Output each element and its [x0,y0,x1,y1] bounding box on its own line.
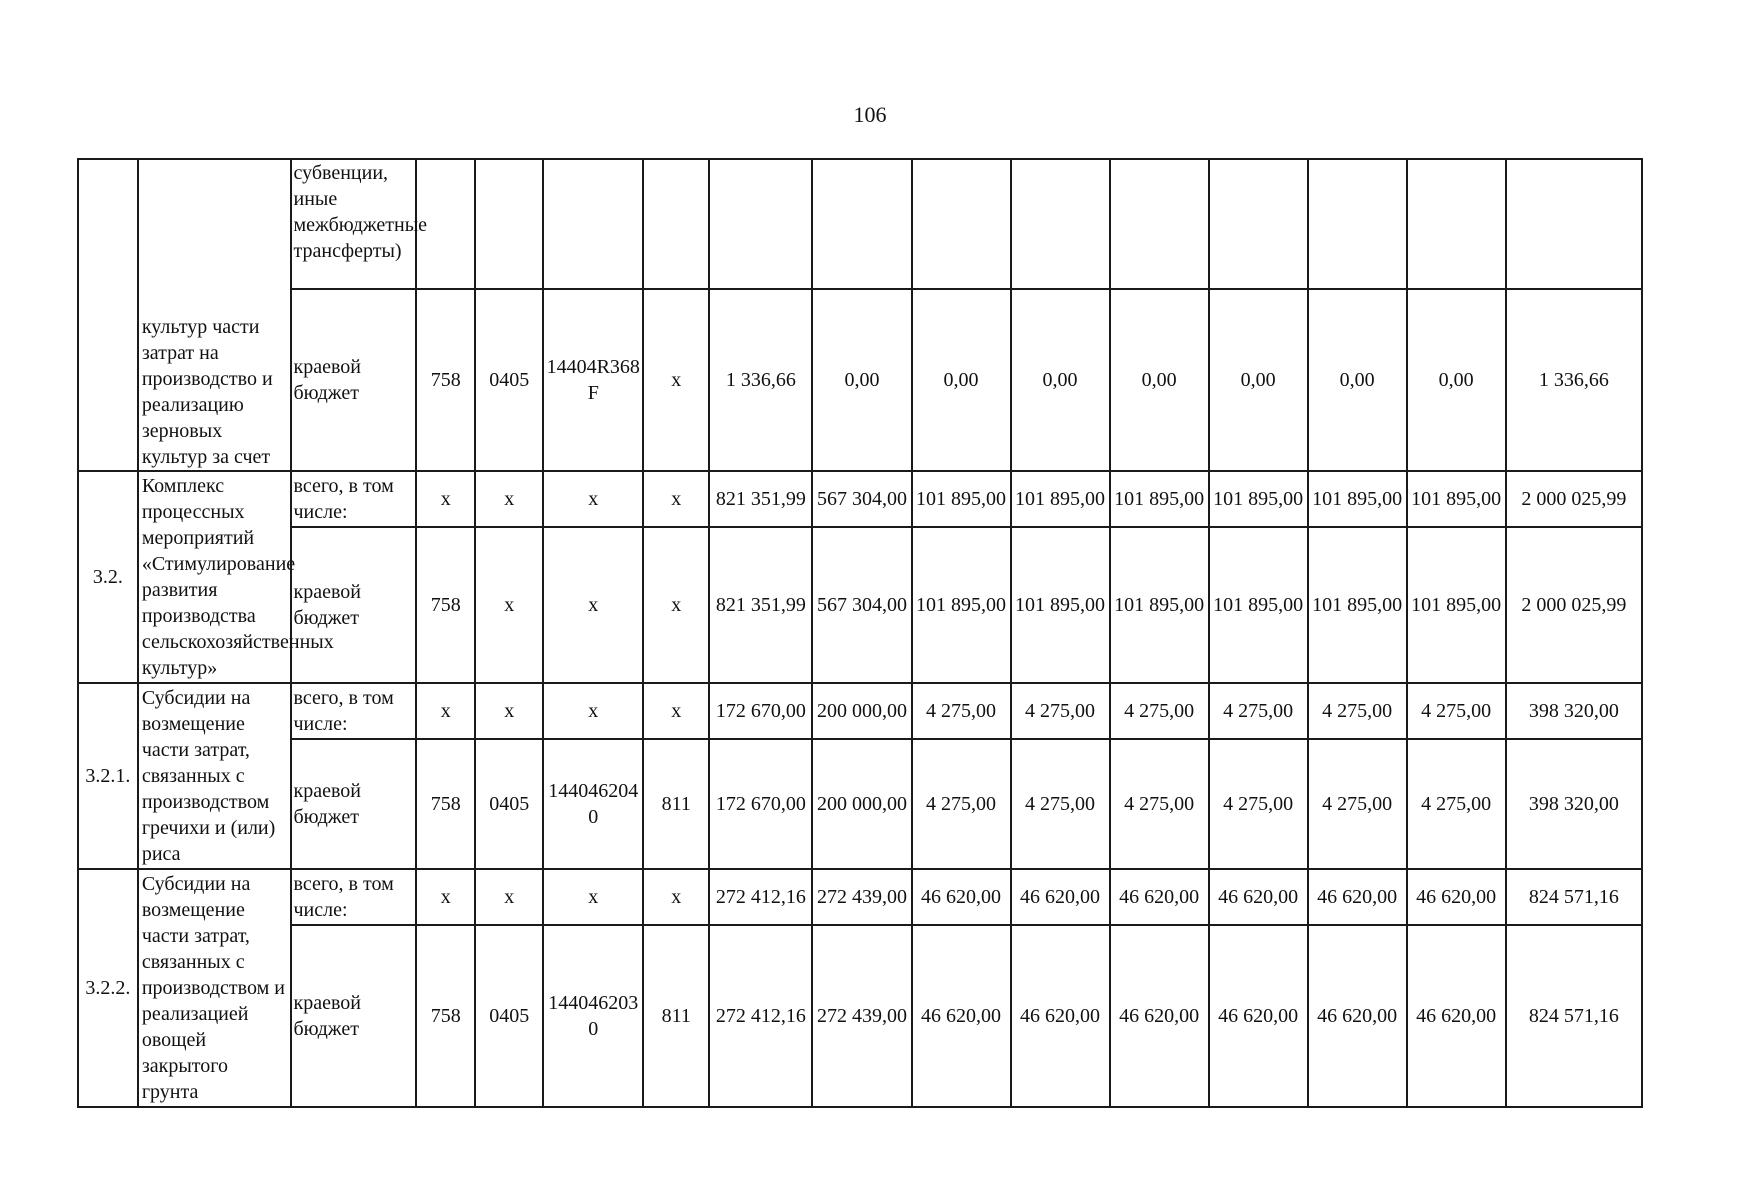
csr-cell: 1440462040 [543,739,643,869]
row-name-cell: Комплекс процессных мероприятий «Стимулирование развития производства сельскохозяйственных культур» [138,471,291,683]
rzpr-cell: 0405 [475,289,543,471]
empty-cell [912,159,1011,289]
csr-cell: x [543,471,643,527]
table-row [78,925,1642,1107]
table-row [78,869,1642,925]
value-cell: 46 620,00 [1110,869,1209,925]
value-cell: 46 620,00 [1308,869,1407,925]
csr-cell: 1440462030 [543,925,643,1107]
table-row [78,471,1642,527]
empty-cell [1110,159,1209,289]
value-cell: 101 895,00 [1209,471,1308,527]
value-cell: 46 620,00 [1209,925,1308,1107]
row-number-cell [78,159,138,471]
funding-source-cell: краевой бюджет [291,925,417,1107]
value-cell: 46 620,00 [1308,925,1407,1107]
empty-cell [1209,159,1308,289]
vr-cell: x [643,527,709,683]
value-cell: 4 275,00 [1011,739,1110,869]
empty-cell [643,159,709,289]
grbs-cell: 758 [416,289,475,471]
value-cell: 4 275,00 [1110,683,1209,739]
empty-cell [543,159,643,289]
value-cell: 101 895,00 [1110,527,1209,683]
empty-cell [812,159,911,289]
csr-cell: x [543,527,643,683]
value-cell: 4 275,00 [1308,683,1407,739]
value-cell: 46 620,00 [912,869,1011,925]
funding-source-cell: всего, в том числе: [291,869,417,925]
value-cell: 0,00 [1407,289,1506,471]
table-row [78,683,1642,739]
value-cell: 4 275,00 [1308,739,1407,869]
value-cell: 821 351,99 [709,527,812,683]
value-cell: 4 275,00 [1110,739,1209,869]
table-row [78,739,1642,869]
csr-cell: x [543,869,643,925]
value-cell: 567 304,00 [812,527,911,683]
value-cell: 101 895,00 [912,527,1011,683]
value-cell: 101 895,00 [1308,527,1407,683]
value-cell: 46 620,00 [1011,869,1110,925]
total-cell: 2 000 025,99 [1506,471,1642,527]
grbs-cell: x [416,683,475,739]
value-cell: 0,00 [812,289,911,471]
value-cell: 567 304,00 [812,471,911,527]
grbs-cell: 758 [416,739,475,869]
value-cell: 101 895,00 [912,471,1011,527]
value-cell: 46 620,00 [1011,925,1110,1107]
csr-cell: 14404R368F [543,289,643,471]
value-cell: 821 351,99 [709,471,812,527]
funding-source-cell: всего, в том числе: [291,471,417,527]
value-cell: 200 000,00 [812,683,911,739]
empty-cell [709,159,812,289]
rzpr-cell: 0405 [475,925,543,1107]
value-cell: 4 275,00 [912,739,1011,869]
value-cell: 101 895,00 [1308,471,1407,527]
value-cell: 46 620,00 [1209,869,1308,925]
total-cell: 2 000 025,99 [1506,527,1642,683]
value-cell: 101 895,00 [1407,527,1506,683]
vr-cell: x [643,683,709,739]
rzpr-cell: x [475,471,543,527]
value-cell: 101 895,00 [1011,471,1110,527]
value-cell: 4 275,00 [1407,683,1506,739]
value-cell: 200 000,00 [812,739,911,869]
row-number-cell: 3.2. [78,471,138,683]
value-cell: 0,00 [1209,289,1308,471]
empty-cell [1308,159,1407,289]
value-cell: 0,00 [1308,289,1407,471]
value-cell: 4 275,00 [912,683,1011,739]
value-cell: 4 275,00 [1011,683,1110,739]
total-cell: 824 571,16 [1506,925,1642,1107]
empty-cell [1506,159,1642,289]
value-cell: 101 895,00 [1011,527,1110,683]
vr-cell: x [643,471,709,527]
funding-source-cell: краевой бюджет [291,739,417,869]
value-cell: 172 670,00 [709,739,812,869]
grbs-cell: x [416,869,475,925]
row-name-cell: Субсидии на возмещение части затрат, связанных с производством гречихи и (или) риса [138,683,291,869]
value-cell: 272 412,16 [709,925,812,1107]
vr-cell: x [643,289,709,471]
funding-source-cell: краевой бюджет [291,527,417,683]
row-name-cell: Субсидии на возмещение части затрат, связанных с производством и реализацией овощей закрытого грунта [138,869,291,1107]
value-cell: 46 620,00 [1110,925,1209,1107]
value-cell: 101 895,00 [1407,471,1506,527]
table-row [78,159,1642,289]
empty-cell [475,159,543,289]
value-cell: 46 620,00 [912,925,1011,1107]
value-cell: 0,00 [912,289,1011,471]
rzpr-cell: x [475,527,543,683]
value-cell: 272 412,16 [709,869,812,925]
row-number-cell: 3.2.2. [78,869,138,1107]
grbs-cell: 758 [416,527,475,683]
rzpr-cell: 0405 [475,739,543,869]
rzpr-cell: x [475,869,543,925]
funding-source-cell: всего, в том числе: [291,683,417,739]
vr-cell: x [643,869,709,925]
table-row [78,527,1642,683]
total-cell: 398 320,00 [1506,683,1642,739]
total-cell: 398 320,00 [1506,739,1642,869]
budget-table [77,158,1643,1108]
value-cell: 0,00 [1110,289,1209,471]
grbs-cell: 758 [416,925,475,1107]
value-cell: 46 620,00 [1407,869,1506,925]
total-cell: 1 336,66 [1506,289,1642,471]
funding-source-cell: краевой бюджет [291,289,417,471]
value-cell: 101 895,00 [1209,527,1308,683]
row-name-cell: культур части затрат на производство и реализацию зерновых культур за счет [138,159,291,471]
value-cell: 4 275,00 [1407,739,1506,869]
empty-cell [1407,159,1506,289]
empty-cell [1011,159,1110,289]
value-cell: 172 670,00 [709,683,812,739]
grbs-cell: x [416,471,475,527]
total-cell: 824 571,16 [1506,869,1642,925]
value-cell: 4 275,00 [1209,683,1308,739]
value-cell: 272 439,00 [812,869,911,925]
value-cell: 4 275,00 [1209,739,1308,869]
rzpr-cell: x [475,683,543,739]
csr-cell: x [543,683,643,739]
page-number: 106 [853,102,887,127]
table-row [78,289,1642,471]
row-number-cell: 3.2.1. [78,683,138,869]
value-cell: 101 895,00 [1110,471,1209,527]
value-cell: 272 439,00 [812,925,911,1107]
vr-cell: 811 [643,739,709,869]
value-cell: 46 620,00 [1407,925,1506,1107]
value-cell: 0,00 [1011,289,1110,471]
value-cell: 1 336,66 [709,289,812,471]
vr-cell: 811 [643,925,709,1107]
funding-source-cell: субвенции, иные межбюджетные трансферты) [291,159,417,289]
